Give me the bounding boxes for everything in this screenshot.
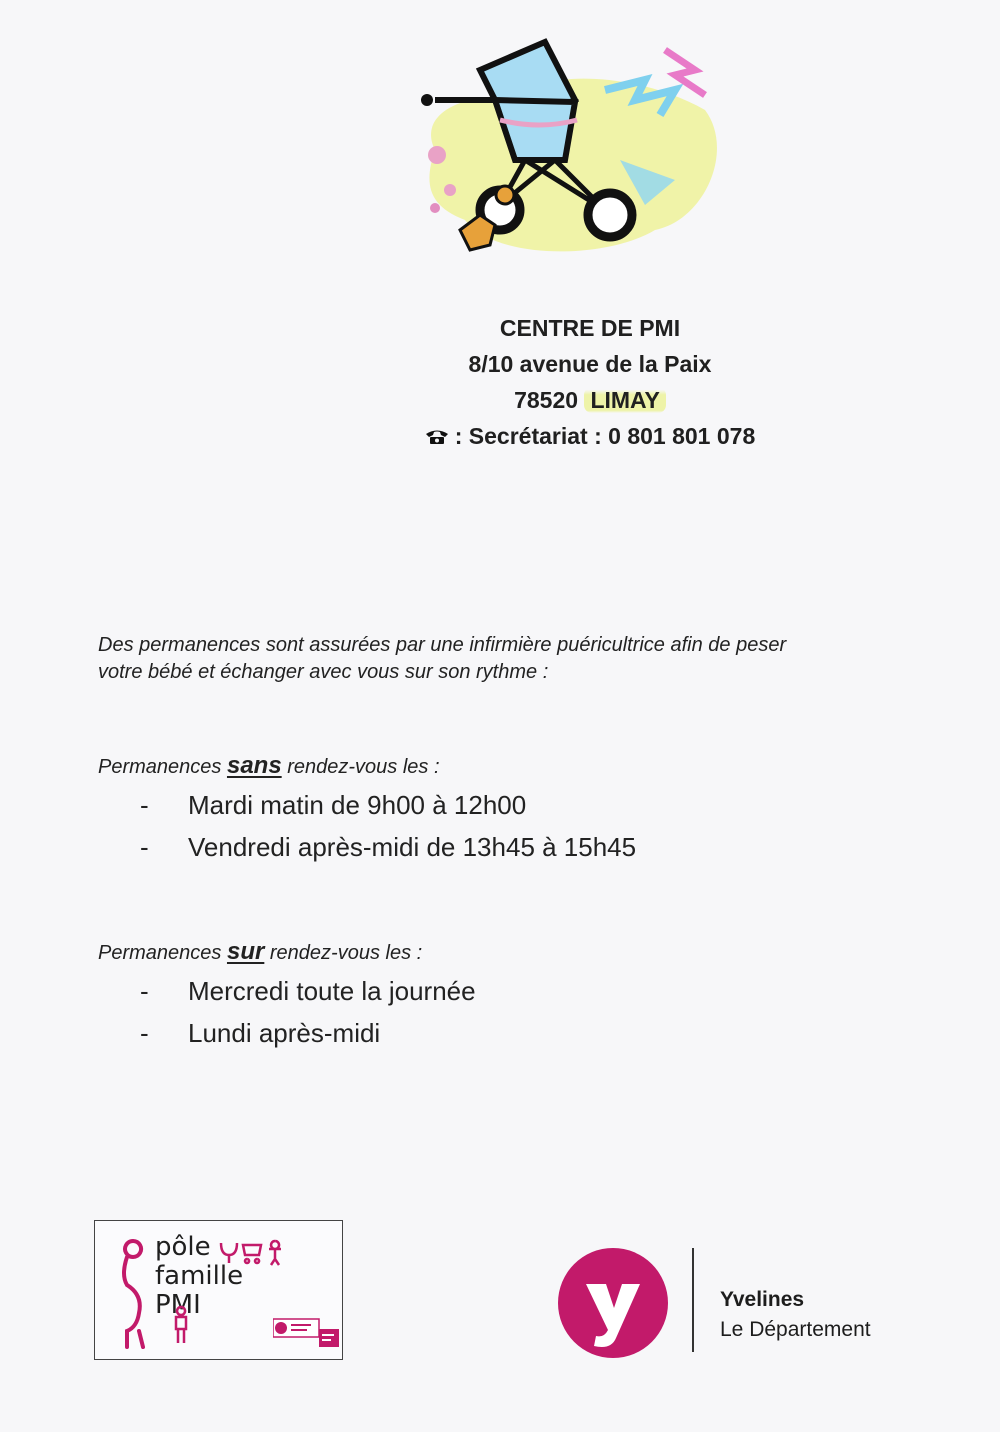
- emphasis-sur: sur: [226, 938, 265, 965]
- list-item: - Vendredi après-midi de 13h45 à 15h45: [140, 832, 637, 862]
- section-sur-rdv-heading: Permanences sur rendez-vous les :: [98, 938, 423, 965]
- emphasis-sans: sans: [226, 752, 282, 779]
- pole-famille-pmi-logo: [94, 1220, 343, 1360]
- list-sans-rdv: [140, 784, 636, 868]
- centre-address: 8/10 avenue de la Paix: [468, 351, 712, 377]
- baby-items-icons: [217, 1237, 287, 1267]
- partner-badge-icon: [273, 1313, 321, 1341]
- list-item: - Mercredi toute la journée: [140, 976, 476, 1006]
- baby-stroller-illustration: [405, 30, 740, 275]
- intro-line-1: Des permanences sont assurées par une infirmière puéricultrice afin de peser: [98, 634, 787, 656]
- postal-code: 78520: [514, 387, 579, 413]
- phone-label: : Secrétariat : 0 801 801 078: [454, 423, 756, 449]
- logo-separator: [692, 1248, 694, 1352]
- city-name: LIMAY: [584, 387, 665, 413]
- child-figure-icon: [173, 1305, 189, 1345]
- pole-famille-text: pôle famille PMI: [155, 1232, 244, 1320]
- corner-badge-icon: [319, 1329, 339, 1347]
- section-sans-rdv-heading: Permanences sans rendez-vous les :: [98, 752, 440, 779]
- yvelines-logo-icon: [556, 1246, 670, 1360]
- centre-title: CENTRE DE PMI: [499, 315, 681, 341]
- list-item: - Lundi après-midi: [140, 1018, 381, 1048]
- yvelines-name: Yvelines: [720, 1288, 805, 1311]
- list-item: - Mardi matin de 9h00 à 12h00: [140, 790, 527, 820]
- centre-city-line: [370, 382, 810, 418]
- centre-header: [370, 310, 810, 454]
- yvelines-subtitle: Le Département: [720, 1318, 871, 1341]
- telephone-icon: [425, 429, 449, 445]
- pregnant-woman-icon: [113, 1235, 153, 1351]
- phone-line: [370, 418, 810, 454]
- intro-line-2: votre bébé et échanger avec vous sur son rythme :: [98, 661, 549, 683]
- list-sur-rdv: [140, 970, 476, 1054]
- intro-paragraph: [98, 632, 988, 686]
